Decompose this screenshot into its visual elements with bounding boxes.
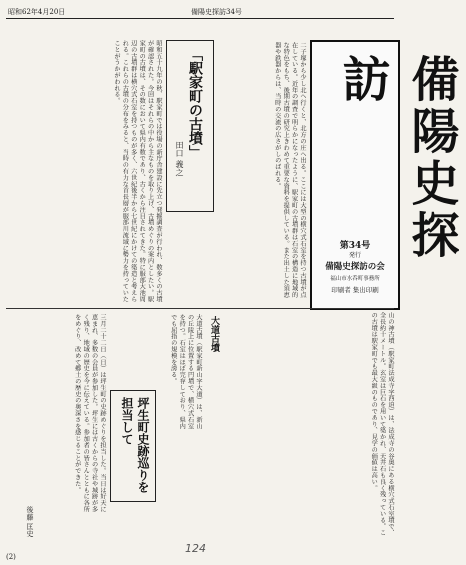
article2-body: 二子塚から少し北へ行くと、北方の庄へ出る。ここには大型の横穴式石室を持つ古墳が点在している。近年の調査で明らかになったように、駅家町の古墳群は石室の構造に地域的な特色をもち、後期古墳の研究上きわめて重要な資料を提供している。また出土した須恵器や鉄器からは、当時の交流の広さがしのばれる。 — [273, 42, 306, 298]
masthead-org: 備陽史探訪の会 — [325, 262, 385, 272]
article4-author: 後藤 匡史 — [26, 506, 34, 538]
article1-headline: 「駅家町の古墳」 — [187, 47, 203, 159]
page-number: (2) — [6, 553, 16, 561]
issue-title: 備陽史探訪34号 — [191, 8, 242, 16]
divider-middle — [6, 308, 394, 309]
masthead-issue-no: 第34号 — [339, 241, 371, 251]
masthead-publisher-tag: 発行 — [348, 252, 361, 259]
article4-headline-box — [110, 390, 156, 502]
article4-headline: 坪生町史跡巡りを担当して — [120, 397, 150, 493]
masthead-office: 福山市水呑町事務所 — [330, 276, 380, 282]
masthead — [310, 40, 459, 310]
masthead-title: 備陽史探訪 — [334, 54, 459, 262]
article3-body: 山の神古墳（駅家町法成寺字西迫）は、法成寺の谷奥にある横穴式石室墳で、全長約十メートル。玄室は巨石を用いて築かれ、天井石も良く残っている。この古墳は駅家町でも最大級のものであり、見学の価値は高い。 — [370, 312, 394, 536]
handwritten-mark: 124 — [185, 542, 206, 555]
issue-date: 昭和62年4月20日 — [8, 8, 66, 16]
article1-body: 昭和五十九年の秋、駅家町では役場の新庁舎建設に先立つ発掘調査が行われ、数多くの古墳が確認された。今回はそれらの中から主なものを取り上げ、古墳めぐりの案内としたい。駅家町の古墳は、その数において県内有数であり、古くから注目されてきた。特に服部大池周辺の古墳群は横穴式石室を持つものが多く、六世紀後半から七世紀にかけての築造と考えられる。これらの古墳の分布をみると、当時の有力な首長層が服部川流域に勢力を持っていたことがうかがわれる。 — [112, 40, 162, 303]
article1-author: 田口 義之 — [175, 141, 184, 177]
page-header — [6, 6, 394, 19]
masthead-printer: 印刷者 集出印刷 — [331, 286, 379, 294]
article1-headline-box — [166, 40, 214, 212]
article4-body: 三月二十二日（日）は坪生町の史跡めぐりを担当した。当日は好天に恵まれ、多数の会員が参加した。坪生には古くからの寺社や城跡が多く残り、地域の歴史を今に伝えている。参加者の皆さんとともに各所をめぐり、改めて郷土の歴史の奥深さを感じることができた。 — [73, 314, 106, 513]
article5-headline: 大道古墳 — [209, 316, 219, 352]
article5-body: 大道古墳（駅家町新山字大道）は、新山の丘陵上に位置する円墳で、横穴式石室を持つ。石室はほぼ完存しており、県内でも屈指の規模を誇る。 — [169, 314, 202, 430]
